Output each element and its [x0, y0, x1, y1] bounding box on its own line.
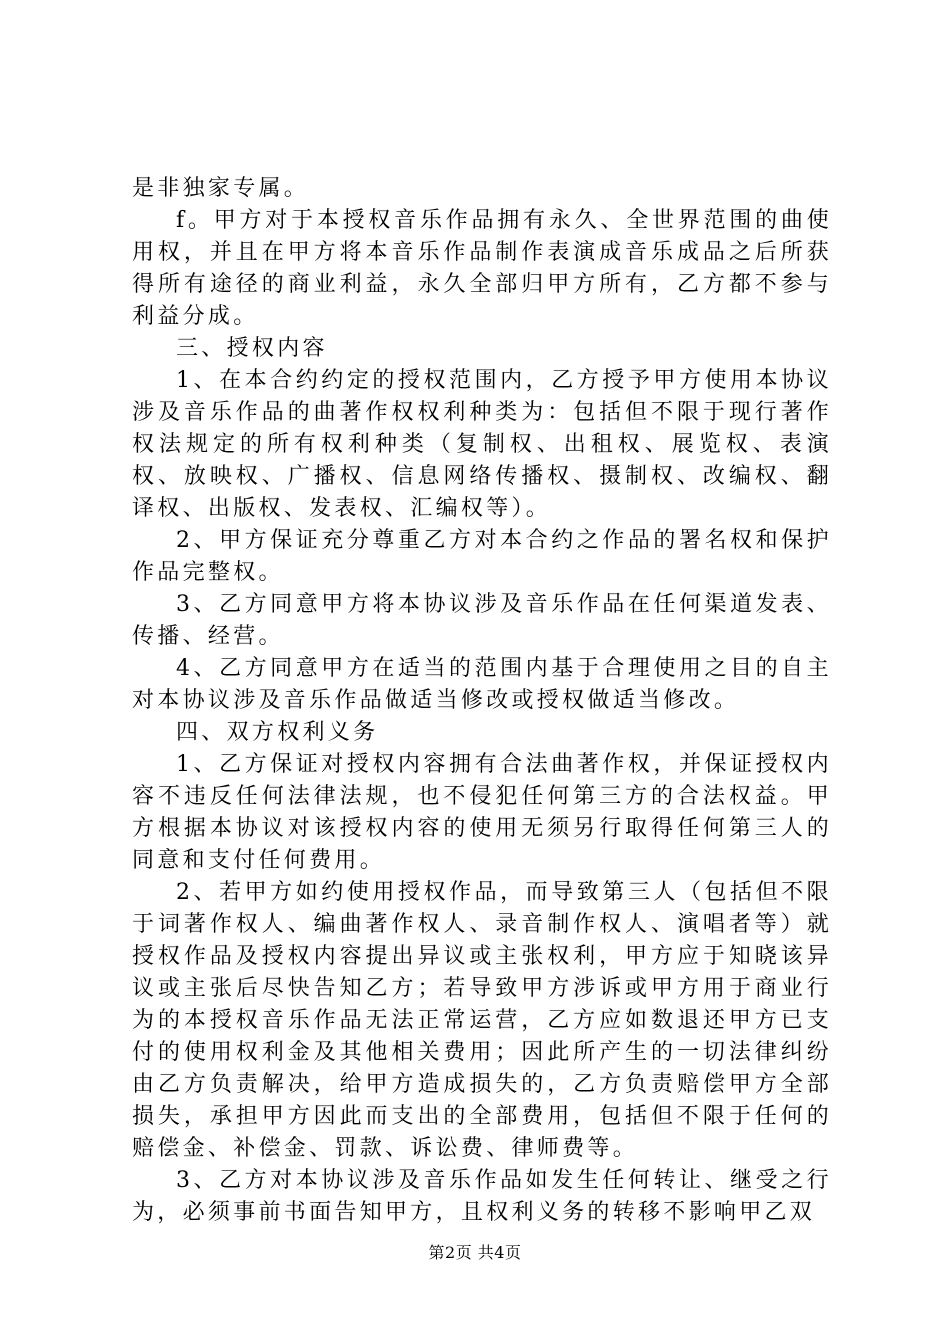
paragraph: 1、在本合约约定的授权范围内，乙方授予甲方使用本协议涉及音乐作品的曲著作权权利种类为：包括但不限于现行著作权法规定的所有权利种类（复制权、出租权、展览权、表演权、放映权、广播权、信息网络传播权、摄制权、改编权、翻译权、出版权、发表权、汇编权等）。 [132, 368, 832, 521]
paragraph: 3、乙方同意甲方将本协议涉及音乐作品在任何渠道发表、传播、经营。 [132, 592, 832, 649]
paragraph: 2、若甲方如约使用授权作品，而导致第三人（包括但不限于词著作权人、编曲著作权人、录音制作权人、演唱者等）就授权作品及授权内容提出异议或主张权利，甲方应于知晓该异议或主张后尽快告知乙方；若导致甲方涉诉或甲方用于商业行为的本授权音乐作品无法正常运营，乙方应如数退还甲方已支付的使用权利金及其他相关费用；因此所产生的一切法律纠纷由乙方负责解决，给甲方造成损失的，乙方负责赔偿甲方全部损失，承担甲方因此而支出的全部费用，包括但不限于任何的赔偿金、补偿金、罚款、诉讼费、律师费等。 [132, 880, 832, 1161]
paragraph: 4、乙方同意甲方在适当的范围内基于合理使用之目的自主对本协议涉及音乐作品做适当修改或授权做适当修改。 [132, 656, 832, 713]
paragraph: 三、授权内容 [176, 336, 328, 361]
paragraph: 3、乙方对本协议涉及音乐作品如发生任何转让、继受之行为，必须事前书面告知甲方，且权利义务的转移不影响甲乙双 [132, 1168, 832, 1225]
paragraph: 四、双方权利义务 [176, 720, 379, 745]
paragraph: 2、甲方保证充分尊重乙方对本合约之作品的署名权和保护作品完整权。 [132, 528, 832, 585]
page-footer: 第2页 共4页 [428, 1243, 522, 1262]
document-body [132, 173, 832, 1229]
paragraph: 是非独家专属。 [132, 176, 310, 201]
paragraph: f。甲方对于本授权音乐作品拥有永久、全世界范围的曲使用权，并且在甲方将本音乐作品制作表演成音乐成品之后所获得所有途径的商业利益，永久全部归甲方所有，乙方都不参与利益分成。 [132, 208, 832, 329]
paragraph: 1、乙方保证对授权内容拥有合法曲著作权，并保证授权内容不违反任何法律法规，也不侵犯任何第三方的合法权益。甲方根据本协议对该授权内容的使用无须另行取得任何第三人的同意和支付任何费用。 [132, 752, 832, 873]
